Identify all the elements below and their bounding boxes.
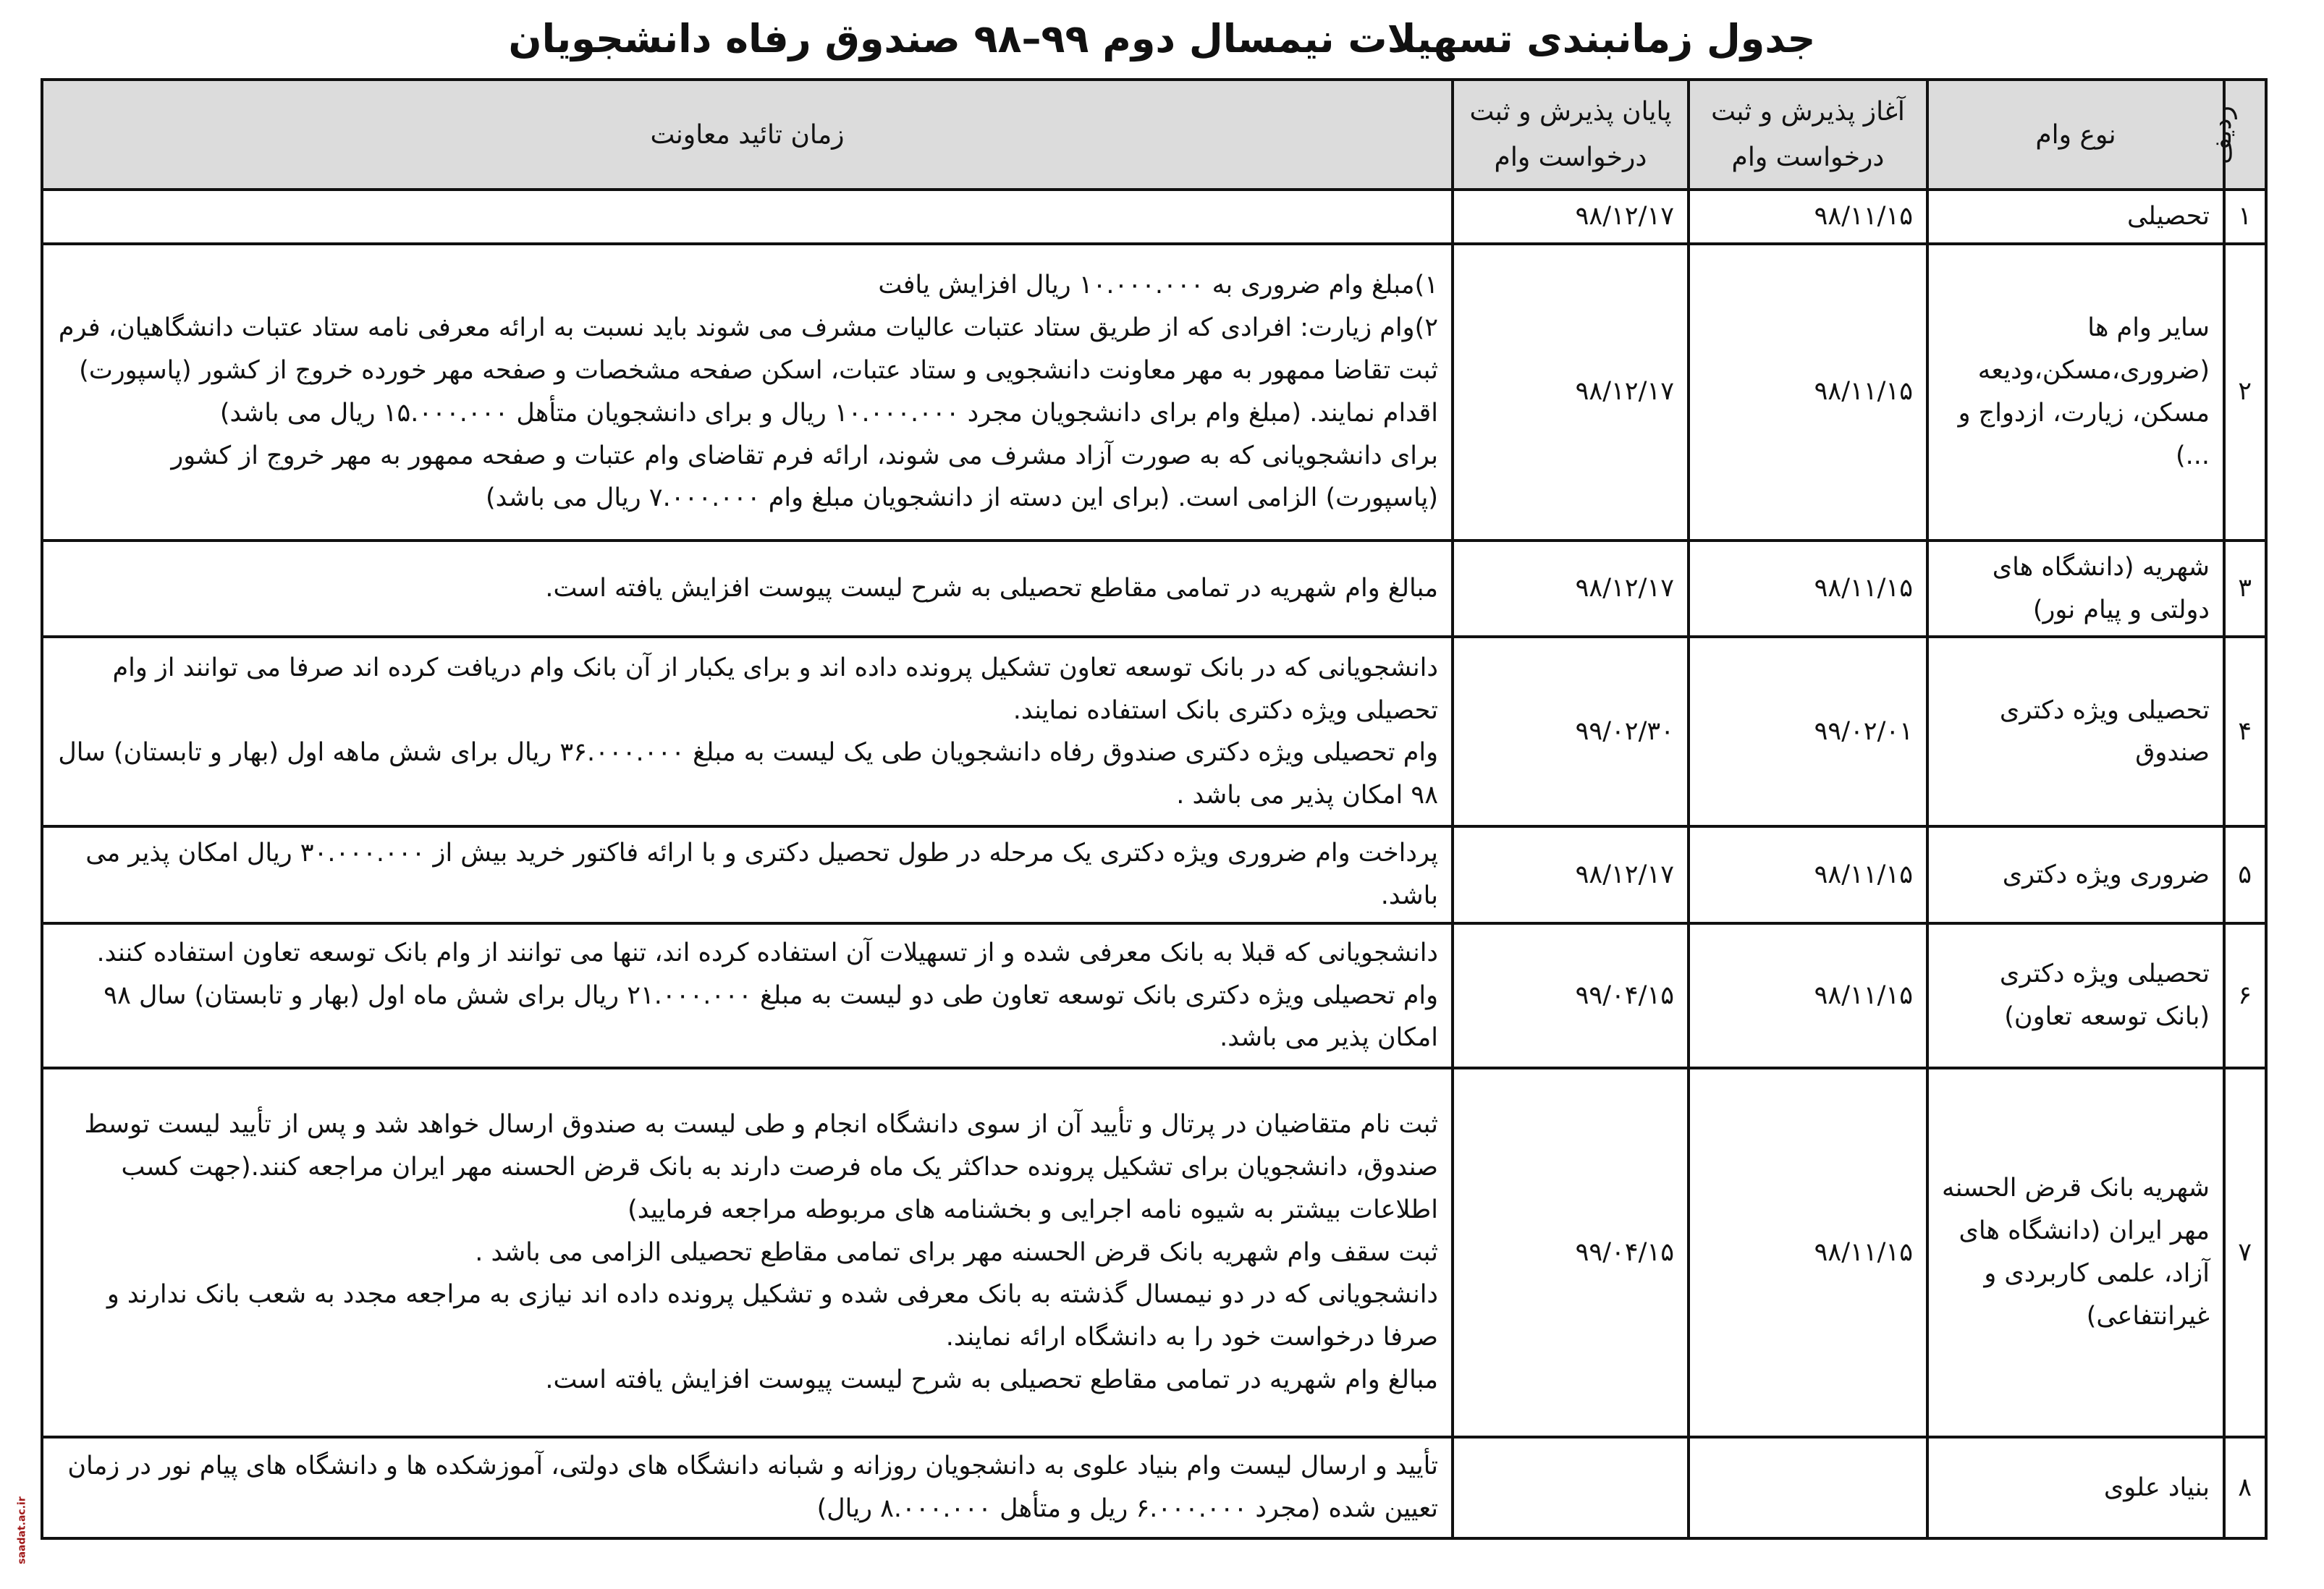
table-row [42, 826, 2266, 923]
site-stamp: saadat.ac.ir [17, 1496, 29, 1564]
note-paragraph: مبالغ وام شهریه در تمامی مقاطع تحصیلی به شرح لیست پیوست افزایش یافته است. [545, 574, 1438, 603]
table-row [42, 637, 2266, 826]
end-date-cell: ۹۹/۰۴/۱۵ [1453, 1068, 1689, 1437]
approval-notes-cell [42, 1437, 1453, 1538]
end-date-cell [1453, 1437, 1689, 1538]
note-paragraph: ۱)مبلغ وام ضروری به ۱۰.۰۰۰.۰۰۰ ریال افزایش یافت [878, 271, 1438, 300]
note-paragraph: ثبت نام متقاضیان در پرتال و تأیید آن از سوی دانشگاه انجام و طی لیست به صندوق ارسال خواهد شد و پس از تأیید لیست توسط صندوق، دانشجویان برای تشکیل پرونده حداکثر یک ماه فرصت دارند به بانک قرض الحسنه مهر ایران مراجعه کنند.(جهت کسب اطلاعات بیشتر به شیوه نامه اجرایی و بخشنامه های مربوطه مراجعه فرمایید) [84, 1110, 1438, 1224]
header-approval-time: زمان تائید معاونت [42, 80, 1453, 190]
note-paragraph: دانشجویانی که قبلا به بانک معرفی شده و از تسهیلات آن استفاده کرده اند، تنها می توانند از وام بانک توسعه تعاون استفاده کنند. [96, 938, 1438, 967]
approval-notes-cell [42, 826, 1453, 923]
loan-type-cell: شهریه بانک قرض الحسنه مهر ایران (دانشگاه های آزاد، علمی کاربردی و غیرانتفاعی) [1927, 1068, 2224, 1437]
header-start-date: آغاز پذیرش و ثبت درخواست وام [1689, 80, 1927, 190]
end-date-cell: ۹۸/۱۲/۱۷ [1453, 541, 1689, 637]
start-date-cell: ۹۸/۱۱/۱۵ [1689, 541, 1927, 637]
note-paragraph: پرداخت وام ضروری ویژه دکتری یک مرحله در طول تحصیل دکتری و با ارائه فاکتور خرید بیش از ۳۰.۰۰۰.۰۰۰ ریال امکان پذیر می باشد. [85, 839, 1438, 911]
table-header-row [42, 80, 2266, 190]
header-end-date: پایان پذیرش و ثبت درخواست وام [1453, 80, 1689, 190]
table-row [42, 1437, 2266, 1538]
start-date-cell: ۹۸/۱۱/۱۵ [1689, 244, 1927, 541]
note-paragraph: وام تحصیلی ویژه دکتری صندوق رفاه دانشجویان طی یک لیست به مبلغ ۳۶.۰۰۰.۰۰۰ ریال برای شش ماهه اول (بهار و تابستان) سال ۹۸ امکان پذیر می باشد . [58, 738, 1438, 810]
start-date-cell: ۹۹/۰۲/۰۱ [1689, 637, 1927, 826]
start-date-cell: ۹۸/۱۱/۱۵ [1689, 923, 1927, 1068]
note-paragraph: دانشجویانی که در دو نیمسال گذشته به بانک معرفی شده و تشکیل پرونده داده اند نیازی به مراجعه مجدد به شعب بانک ندارند و صرفا درخواست خود را به دانشگاه ارائه نمایند. [106, 1280, 1438, 1352]
end-date-cell: ۹۸/۱۲/۱۷ [1453, 244, 1689, 541]
loan-schedule-table [41, 78, 2268, 1540]
row-number: ۵ [2224, 826, 2266, 923]
end-date-cell: ۹۸/۱۲/۱۷ [1453, 190, 1689, 244]
loan-type-cell: تحصیلی ویژه دکتری صندوق [1927, 637, 2224, 826]
table-row [42, 1068, 2266, 1437]
note-paragraph: ۲)وام زیارت: افرادی که از طریق ستاد عتبات عالیات مشرف می شوند باید نسبت به ارائه معرفی نامه ستاد عتبات دانشگاهیان، فرم ثبت تقاضا ممهور به مهر معاونت دانشجویی و ستاد عتبات، اسکن صفحه مشخصات و صفحه مهر خورده خروج از کشور (پاسپورت) اقدام نمایند. (مبلغ وام برای دانشجویان مجرد ۱۰.۰۰۰.۰۰۰ ریال و برای دانشجویان متأهل ۱۵.۰۰۰.۰۰۰ ریال می باشد) [58, 313, 1438, 428]
approval-notes-cell [42, 244, 1453, 541]
header-row-number: ردیف [2224, 80, 2266, 190]
row-number: ۱ [2224, 190, 2266, 244]
note-paragraph: وام تحصیلی ویژه دکتری بانک توسعه تعاون طی دو لیست به مبلغ ۲۱.۰۰۰.۰۰۰ ریال برای شش ماه اول (بهار و تابستان) سال ۹۸ امکان پذیر می باشد. [103, 980, 1438, 1053]
loan-type-cell: تحصیلی [1927, 190, 2224, 244]
approval-notes-cell [42, 1068, 1453, 1437]
table-row [42, 190, 2266, 244]
note-paragraph: دانشجویانی که در بانک توسعه تعاون تشکیل پرونده داده اند و برای یکبار از آن بانک وام دریافت کرده اند صرفا می توانند از وام تحصیلی ویژه دکتری بانک استفاده نمایند. [112, 653, 1438, 725]
approval-notes-cell [42, 190, 1453, 244]
table-row [42, 244, 2266, 541]
table-row [42, 923, 2266, 1068]
note-paragraph: برای دانشجویانی که به صورت آزاد مشرف می شوند، ارائه فرم تقاضای وام عتبات و صفحه ممهور به مهر خروج از کشور (پاسپورت) الزامی است. (برای این دسته از دانشجویان مبلغ وام ۷.۰۰۰.۰۰۰ ریال می باشد) [171, 441, 1438, 513]
row-number: ۴ [2224, 637, 2266, 826]
row-number: ۸ [2224, 1437, 2266, 1538]
approval-notes-cell [42, 541, 1453, 637]
row-number: ۶ [2224, 923, 2266, 1068]
loan-type-cell: بنیاد علوی [1927, 1437, 2224, 1538]
start-date-cell [1689, 1437, 1927, 1538]
start-date-cell: ۹۸/۱۱/۱۵ [1689, 190, 1927, 244]
note-paragraph: مبالغ وام شهریه در تمامی مقاطع تحصیلی به شرح لیست پیوست افزایش یافته است. [545, 1365, 1438, 1394]
loan-type-cell: شهریه (دانشگاه های دولتی و پیام نور) [1927, 541, 2224, 637]
page-title: جدول زمانبندی تسهیلات نیمسال دوم ۹۹–۹۸ صندوق رفاه دانشجویان [508, 16, 1816, 62]
start-date-cell: ۹۸/۱۱/۱۵ [1689, 1068, 1927, 1437]
end-date-cell: ۹۹/۰۲/۳۰ [1453, 637, 1689, 826]
note-paragraph: ثبت سقف وام شهریه بانک قرض الحسنه مهر برای تمامی مقاطع تحصیلی الزامی می باشد . [475, 1237, 1438, 1267]
approval-notes-cell [42, 637, 1453, 826]
loan-type-cell: ضروری ویژه دکتری [1927, 826, 2224, 923]
start-date-cell: ۹۸/۱۱/۱۵ [1689, 826, 1927, 923]
end-date-cell: ۹۹/۰۴/۱۵ [1453, 923, 1689, 1068]
header-loan-type: نوع وام [1927, 80, 2224, 190]
loan-type-cell: سایر وام ها (ضروری،مسکن،ودیعه مسکن، زیارت، ازدواج و ...) [1927, 244, 2224, 541]
note-paragraph: تأیید و ارسال لیست وام بنیاد علوی به دانشجویان روزانه و شبانه دانشگاه های دولتی، آموزشکده ها و دانشگاه های پیام نور در زمان تعیین شده (مجرد ۶.۰۰۰.۰۰۰ ریل و متأهل ۸.۰۰۰.۰۰۰ ریال) [67, 1452, 1438, 1523]
row-number: ۲ [2224, 244, 2266, 541]
end-date-cell: ۹۸/۱۲/۱۷ [1453, 826, 1689, 923]
table-row [42, 541, 2266, 637]
row-number: ۷ [2224, 1068, 2266, 1437]
approval-notes-cell [42, 923, 1453, 1068]
loan-type-cell: تحصیلی ویژه دکتری (بانک توسعه تعاون) [1927, 923, 2224, 1068]
row-number: ۳ [2224, 541, 2266, 637]
